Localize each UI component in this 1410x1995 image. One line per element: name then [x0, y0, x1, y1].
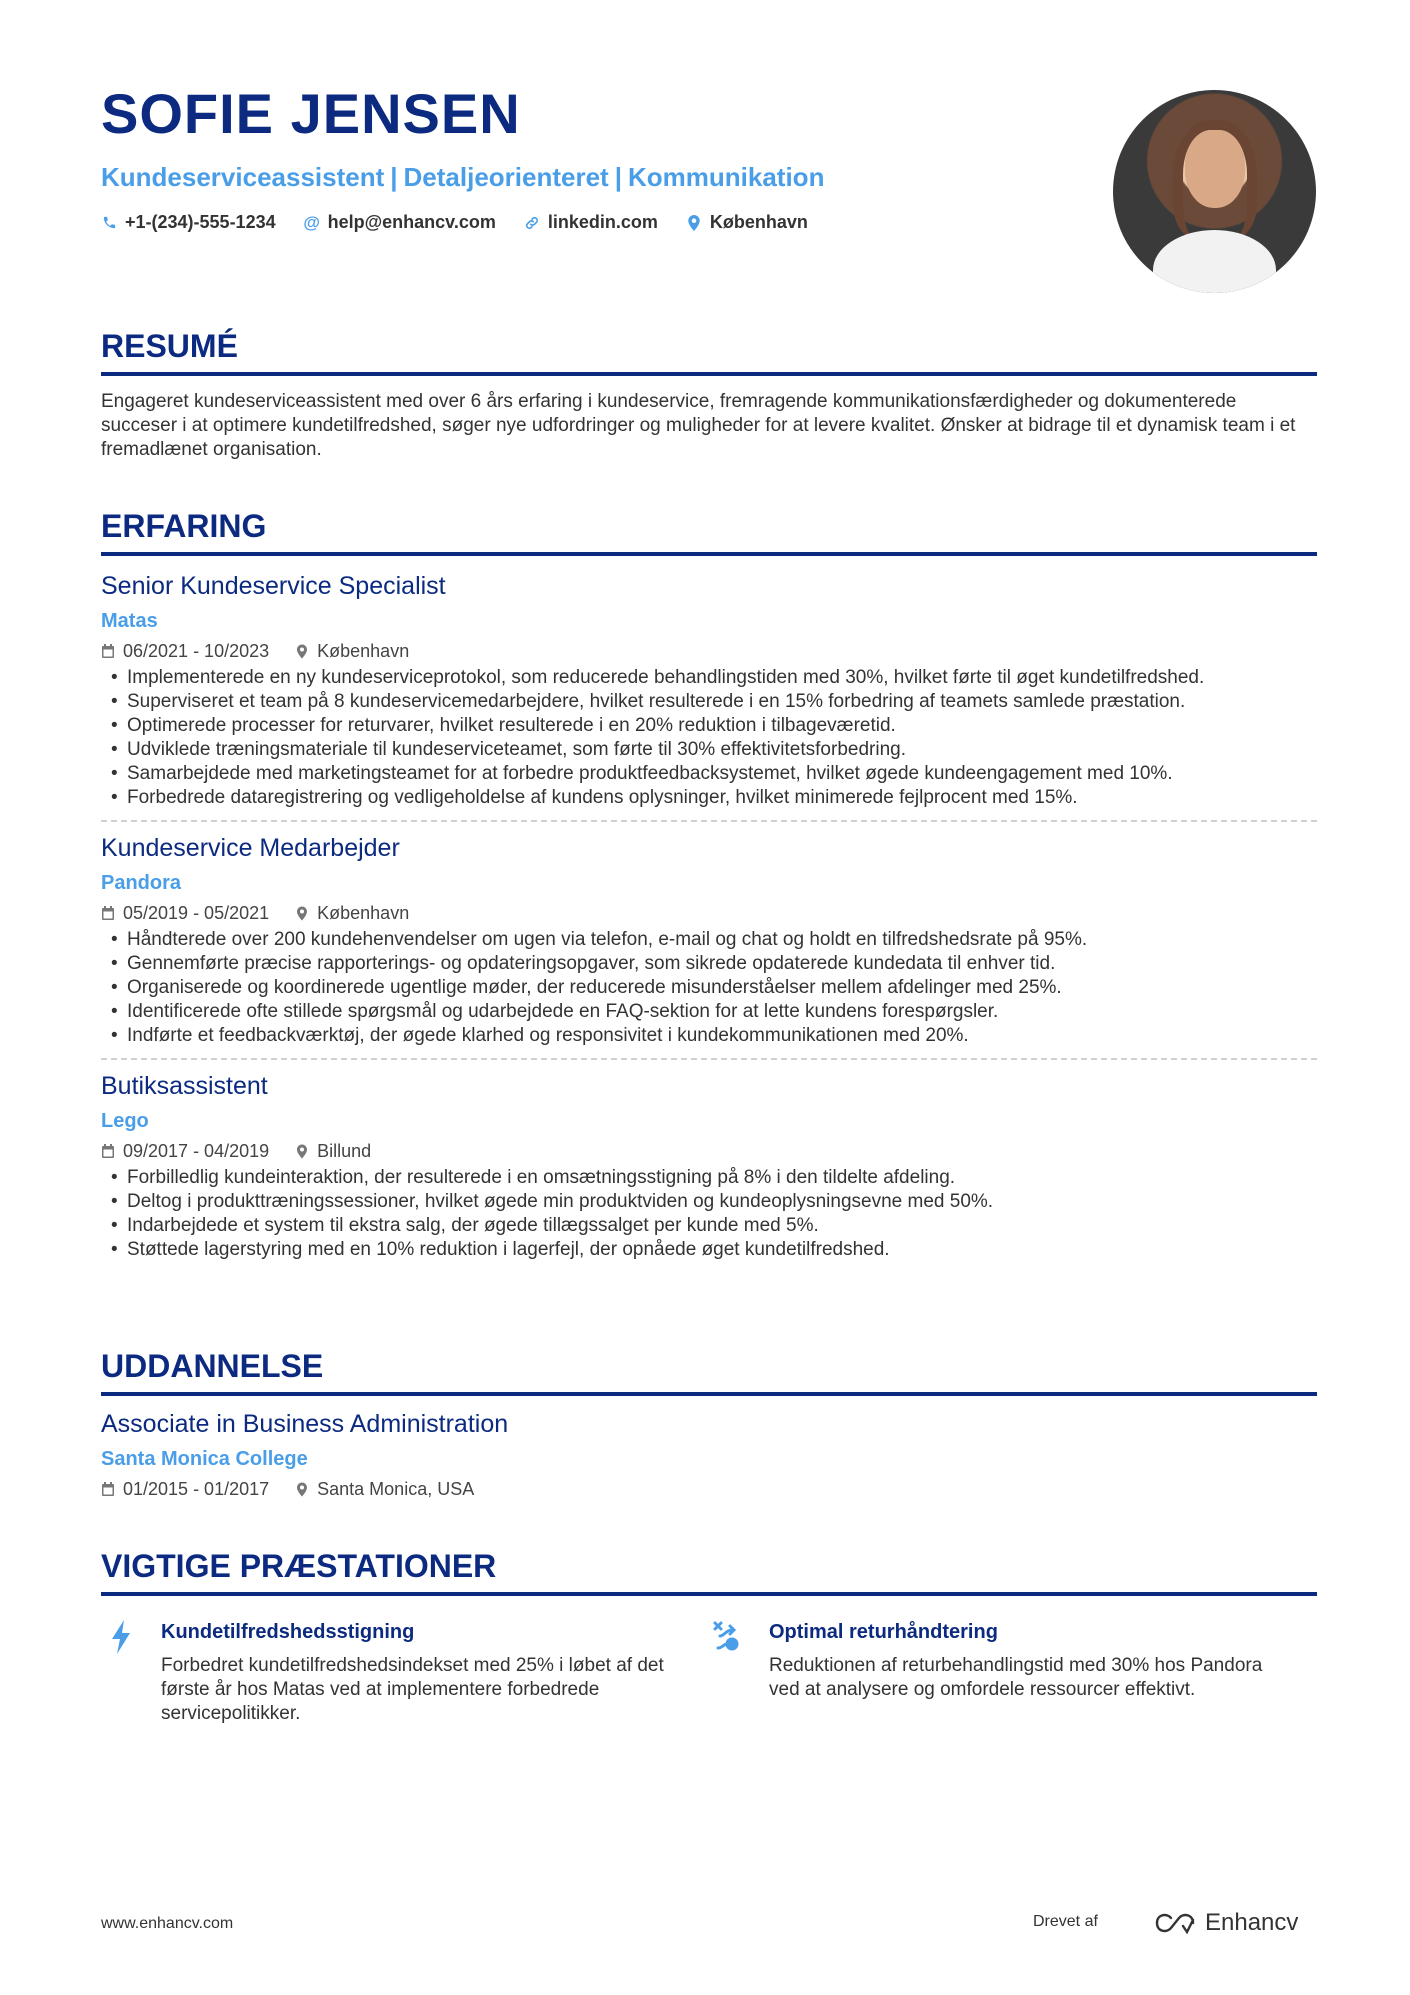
- contact-linkedin[interactable]: [524, 212, 658, 233]
- map-pin-icon: [295, 1144, 309, 1159]
- brand-logo[interactable]: [1153, 1909, 1298, 1937]
- job-location: [295, 902, 409, 924]
- education-location: [295, 1478, 474, 1500]
- bullet-item: • Deltog i produkttræningssessioner, hvilket øgede min produktviden og kundeoplysningsevne med 50%.: [101, 1190, 1317, 1214]
- date-range: 06/2021 - 10/2023: [123, 641, 270, 661]
- enhancv-logo-icon: [1153, 1912, 1197, 1934]
- contact-list: [101, 212, 1101, 233]
- job-divider: [101, 820, 1317, 822]
- map-pin-icon: [686, 215, 702, 231]
- map-pin-icon: [295, 906, 309, 921]
- education-entry: [101, 1408, 1317, 1500]
- company-name: Matas: [101, 610, 158, 632]
- bullet-item: • Indførte et feedbackværktøj, der øgede klarhed og responsivitet i kundekommunikationen med 20%.: [101, 1024, 1317, 1048]
- tagline-separator: |: [390, 162, 398, 192]
- experience-section: [101, 506, 1317, 1262]
- summary-section: [101, 326, 1317, 462]
- job-divider: [101, 1058, 1317, 1060]
- achievement-item: [101, 1618, 709, 1726]
- achievement-title: Optimal returhåndtering: [769, 1621, 998, 1643]
- achievement-description: Forbedret kundetilfredshedsindekset med 25% i løbet af det første år hos Matas ved at implementere forbedrede servicepolitikker.: [161, 1655, 664, 1724]
- achievement-title: Kundetilfredshedsstigning: [161, 1621, 415, 1643]
- tagline-skill-1: Detaljeorienteret: [403, 162, 609, 192]
- email-text: help@enhancv.com: [327, 212, 496, 232]
- phone-icon: [101, 215, 117, 231]
- job-entry: [101, 570, 1317, 810]
- job-entry: [101, 832, 1317, 1048]
- date-range: 05/2019 - 05/2021: [123, 903, 270, 923]
- job-dates: [101, 902, 269, 924]
- date-range: 01/2015 - 01/2017: [123, 1479, 270, 1499]
- contact-location: [686, 212, 808, 233]
- at-icon: @: [303, 212, 320, 232]
- job-dates: [101, 640, 269, 662]
- bullet-item: • Implementerede en ny kundeserviceprotokol, som reducerede behandlingstiden med 30%, hvilket førte til øget kundetilfredshed.: [101, 666, 1317, 690]
- location-text: København: [709, 212, 808, 232]
- contact-phone[interactable]: [101, 212, 276, 233]
- job-meta: [101, 640, 1317, 662]
- linkedin-text: linkedin.com: [547, 212, 658, 232]
- profile-photo: [1113, 90, 1316, 293]
- phone-text: +1-(234)-555-1234: [125, 212, 276, 232]
- map-pin-icon: [295, 1482, 309, 1497]
- job-title: Kundeservice Medarbejder: [101, 834, 400, 862]
- education-section: [101, 1346, 1317, 1500]
- page-footer: [101, 1909, 1317, 1939]
- bullet-item: • Identificerede ofte stillede spørgsmål og udarbejdede en FAQ-sektion for at lette kundens forespørgsler.: [101, 1000, 1317, 1024]
- job-meta: [101, 1140, 1317, 1162]
- degree-title: Associate in Business Administration: [101, 1410, 509, 1438]
- tagline-separator: |: [614, 162, 622, 192]
- location-text: Billund: [317, 1141, 372, 1161]
- job-entry: [101, 1070, 1317, 1262]
- tagline-skill-2: Kommunikation: [628, 162, 825, 192]
- bullet-item: • Forbilledlig kundeinteraktion, der resulterede i en omsætningsstigning på 8% i den tildelte afdeling.: [101, 1166, 1317, 1190]
- route-icon: [709, 1618, 749, 1726]
- job-title: Senior Kundeservice Specialist: [101, 572, 446, 600]
- candidate-name: SOFIE JENSEN: [101, 82, 521, 145]
- company-name: Pandora: [101, 872, 182, 894]
- bullet-item: • Gennemførte præcise rapporterings- og opdateringsopgaver, som sikrede opdaterede kundedata til enhver tid.: [101, 952, 1317, 976]
- achievement-description: Reduktionen af returbehandlingstid med 30% hos Pandora ved at analysere og omfordele ressourcer effektivt.: [769, 1655, 1263, 1700]
- calendar-icon: [101, 1144, 115, 1159]
- education-dates: [101, 1478, 269, 1500]
- achievements-grid: [101, 1618, 1317, 1726]
- summary-heading: RESUMÉ: [101, 326, 1317, 376]
- school-name: Santa Monica College: [101, 1448, 308, 1470]
- calendar-icon: [101, 644, 115, 659]
- calendar-icon: [101, 1482, 115, 1497]
- achievements-heading: VIGTIGE PRÆSTATIONER: [101, 1546, 1317, 1596]
- bullet-item: • Håndterede over 200 kundehenvendelser om ugen via telefon, e-mail og chat og holdt en tilfredshedsrate på 95%.: [101, 928, 1317, 952]
- bullet-item: • Indarbejdede et system til ekstra salg, der øgede tillægssalget per kunde med 5%.: [101, 1214, 1317, 1238]
- location-text: Santa Monica, USA: [317, 1479, 475, 1499]
- job-bullets: [101, 1166, 1317, 1262]
- achievement-item: [709, 1618, 1317, 1726]
- location-text: København: [317, 641, 410, 661]
- brand-name: Enhancv: [1205, 1909, 1299, 1936]
- job-title: Butiksassistent: [101, 1072, 268, 1100]
- bullet-item: • Støttede lagerstyring med en 10% reduktion i lagerfejl, der opnåede øget kundetilfredshed.: [101, 1238, 1317, 1262]
- link-icon: [524, 215, 540, 231]
- photo-shirt: [1153, 230, 1276, 293]
- lightning-icon: [101, 1618, 141, 1726]
- experience-heading: ERFARING: [101, 506, 1317, 556]
- bullet-item: • Optimerede processer for returvarer, hvilket resulterede i en 20% reduktion i tilbageværetid.: [101, 714, 1317, 738]
- tagline: [101, 160, 1101, 194]
- achievements-section: [101, 1546, 1317, 1726]
- education-meta: [101, 1478, 1317, 1500]
- job-meta: [101, 902, 1317, 924]
- bullet-item: • Superviseret et team på 8 kundeservicemedarbejdere, hvilket resulterede i en 15% forbedring af teamets samlede præstation.: [101, 690, 1317, 714]
- job-bullets: [101, 666, 1317, 810]
- photo-face: [1185, 130, 1245, 208]
- bullet-item: • Forbedrede dataregistrering og vedligeholdelse af kundens oplysninger, hvilket minimerede fejlprocent med 15%.: [101, 786, 1317, 810]
- footer-url[interactable]: www.enhancv.com: [101, 1915, 234, 1932]
- contact-email[interactable]: [304, 212, 496, 233]
- company-name: Lego: [101, 1110, 149, 1132]
- job-bullets: [101, 928, 1317, 1048]
- bullet-item: • Organiserede og koordinerede ugentlige møder, der reducerede misunderståelser mellem afdelinger med 25%.: [101, 976, 1317, 1000]
- tagline-role: Kundeserviceassistent: [101, 162, 385, 192]
- calendar-icon: [101, 906, 115, 921]
- job-dates: [101, 1140, 269, 1162]
- bullet-item: • Samarbejdede med marketingsteamet for at forbedre produktfeedbacksystemet, hvilket øgede kundeengagement med 10%.: [101, 762, 1317, 786]
- job-location: [295, 1140, 371, 1162]
- summary-text: Engageret kundeserviceassistent med over 6 års erfaring i kundeservice, fremragende kommunikationsfærdigheder og dokumenterede succeser i at optimere kundetilfredshed, søger nye udfordringer og muligheder for at levere kvalitet. Ønsker at bidrage til et dynamisk team i et fremadlænet organisation.: [101, 391, 1296, 460]
- bullet-item: • Udviklede træningsmateriale til kundeserviceteamet, som førte til 30% effektivitetsforbedring.: [101, 738, 1317, 762]
- map-pin-icon: [295, 644, 309, 659]
- location-text: København: [317, 903, 410, 923]
- education-heading: UDDANNELSE: [101, 1346, 1317, 1396]
- date-range: 09/2017 - 04/2019: [123, 1141, 270, 1161]
- job-location: [295, 640, 409, 662]
- resume-header: [101, 80, 1101, 233]
- powered-by-label: Drevet af: [1033, 1913, 1098, 1930]
